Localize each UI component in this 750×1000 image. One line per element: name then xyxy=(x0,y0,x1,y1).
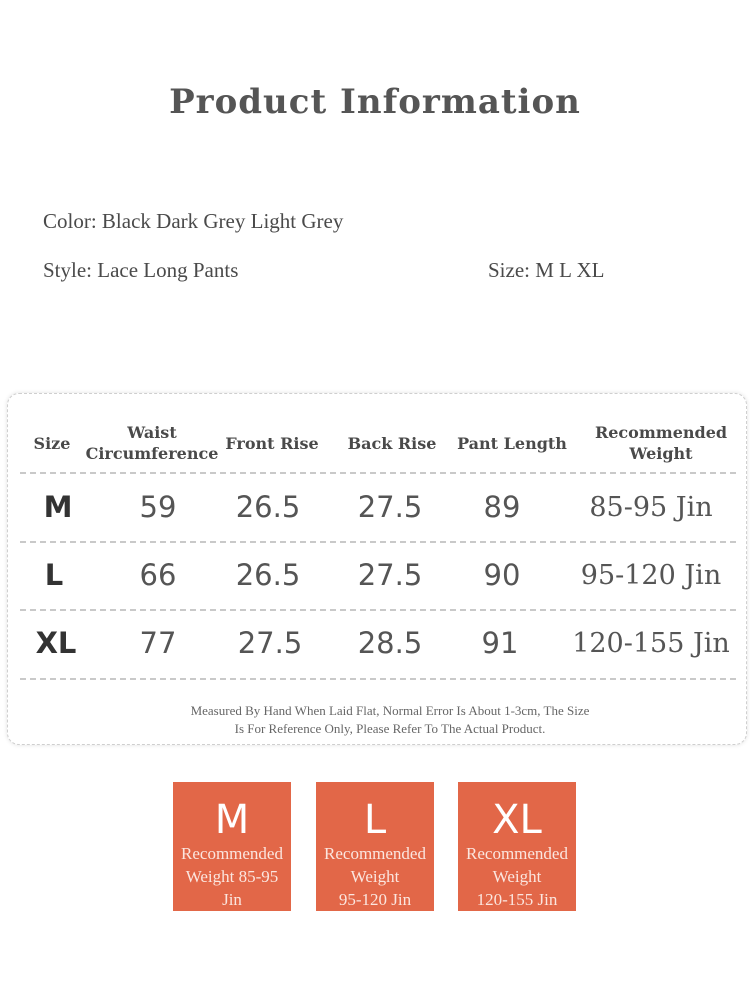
size-cell: XL xyxy=(35,626,77,660)
table-divider xyxy=(20,472,736,474)
header-back-rise: Back Rise xyxy=(347,433,437,453)
pant-length-cell: 91 xyxy=(481,626,519,660)
card-size-label: M xyxy=(214,797,250,843)
weight-cell: 120-155 Jin xyxy=(572,627,730,659)
header-size: Size xyxy=(33,433,71,453)
size-line: Size: M L XL xyxy=(488,258,605,282)
header-front-rise: Front Rise xyxy=(225,433,319,453)
card-recommendation: Recommended Weight 120-155 Jin xyxy=(466,844,568,909)
pant-length-cell: 90 xyxy=(483,558,521,592)
header-weight: Recommended Weight xyxy=(594,423,728,463)
weight-cell: 95-120 Jin xyxy=(580,559,722,591)
page-title: Product Information xyxy=(169,82,581,122)
measurement-note xyxy=(0,702,750,738)
waist-cell: 59 xyxy=(139,490,177,524)
front-rise-cell: 26.5 xyxy=(235,490,301,524)
color-line: Color: Black Dark Grey Light Grey xyxy=(43,209,344,233)
weight-cell: 85-95 Jin xyxy=(589,491,713,523)
size-card-m xyxy=(173,782,291,911)
size-card-l xyxy=(316,782,434,911)
card-recommendation: Recommended Weight 85-95 Jin xyxy=(181,844,283,909)
back-rise-cell: 27.5 xyxy=(357,490,423,524)
waist-cell: 77 xyxy=(139,626,177,660)
style-line: Style: Lace Long Pants xyxy=(43,258,239,282)
table-divider xyxy=(20,678,736,680)
size-card-xl xyxy=(458,782,576,911)
note-line-2: Is For Reference Only, Please Refer To The Actual Product. xyxy=(234,721,546,736)
waist-cell: 66 xyxy=(139,558,177,592)
front-rise-cell: 26.5 xyxy=(235,558,301,592)
header-waist: Waist Circumference xyxy=(85,423,219,463)
table-row xyxy=(0,475,750,539)
size-cell: M xyxy=(43,490,73,524)
table-row xyxy=(0,543,750,607)
size-cell: L xyxy=(44,558,64,592)
back-rise-cell: 28.5 xyxy=(357,626,423,660)
card-size-label: L xyxy=(363,797,387,843)
card-recommendation: Recommended Weight 95-120 Jin xyxy=(324,844,426,909)
back-rise-cell: 27.5 xyxy=(357,558,423,592)
card-size-label: XL xyxy=(492,797,542,843)
front-rise-cell: 27.5 xyxy=(237,626,303,660)
header-pant-length: Pant Length xyxy=(457,433,567,453)
table-row xyxy=(0,611,750,675)
note-line-1: Measured By Hand When Laid Flat, Normal Error Is About 1-3cm, The Size xyxy=(190,703,590,718)
pant-length-cell: 89 xyxy=(483,490,521,524)
